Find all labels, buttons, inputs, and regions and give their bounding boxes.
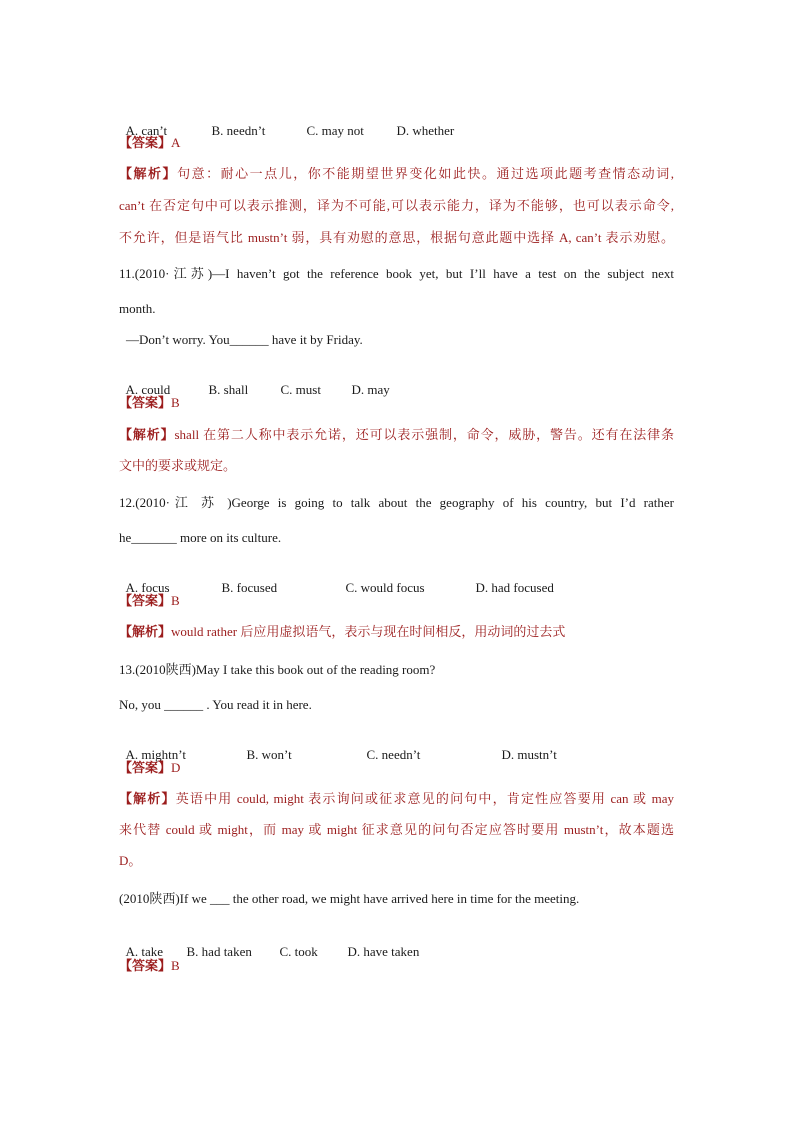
analysis-text: would rather 后应用虚拟语气，表示与现在时间相反，用动词的过去式	[171, 624, 566, 639]
answer-value: B	[171, 395, 180, 410]
q14-option-b: B. had taken	[186, 944, 252, 959]
q13-analysis-line1	[119, 790, 674, 809]
q14-answer	[119, 957, 180, 976]
answer-tag: 【答案】	[119, 136, 172, 151]
q12-option-b: B. focused	[221, 580, 278, 595]
q14-option-d: D. have taken	[347, 944, 420, 959]
q11-analysis-line1	[119, 426, 674, 445]
q12-option-d: D. had focused	[475, 580, 554, 595]
q11-option-b: B. shall	[208, 382, 249, 397]
q11-stem-line1: 11.(2010·江苏)—I haven’t got the reference book yet, but I’ll have a test on the subject next	[119, 266, 674, 281]
analysis-text: 英语中用 could, might 表示询问或征求意见的问句中，肯定性应答要用 can 或 may	[175, 791, 674, 806]
q10-answer	[119, 134, 180, 153]
q13-option-d: D. mustn’t	[501, 747, 557, 762]
q13-option-b: B. won’t	[246, 747, 292, 762]
q10-option-b: B. needn’t	[211, 123, 266, 138]
q11-stem-line3: —Don’t worry. You______ have it by Friday.	[126, 332, 363, 347]
answer-value: B	[171, 958, 180, 973]
q14-stem-line1: (2010陕西)If we ___ the other road, we might have arrived here in time for the meeting.	[119, 891, 580, 906]
q10-option-a: A. can’t	[125, 123, 168, 138]
q13-answer	[119, 759, 180, 778]
answer-value: B	[171, 593, 180, 608]
q12-stem-line1: 12.(2010·江 苏 )George is going to talk about the geography of his country, but I’d rather	[119, 495, 674, 510]
analysis-text: shall 在第二人称中表示允诺，还可以表示强制，命令，威胁，警告。还有在法律条	[174, 427, 674, 442]
q13-option-a: A. mightn’t	[125, 747, 186, 762]
q12-analysis-line1	[119, 623, 565, 642]
q11-stem-line2: month.	[119, 301, 156, 316]
analysis-tag: 【解析】	[119, 625, 172, 640]
q13-stem-line1: 13.(2010陕西)May I take this book out of the reading room?	[119, 662, 436, 677]
q14-option-a: A. take	[125, 944, 164, 959]
q10-analysis-line1	[119, 165, 674, 184]
q12-options	[119, 561, 554, 597]
q10-option-d: D. whether	[396, 123, 455, 138]
q11-answer	[119, 394, 180, 413]
q14-option-c: C. took	[279, 944, 318, 959]
q10-analysis-line3: 不允许，但是语气比 mustn’t 弱，具有劝慰的意思，根据句意此题中选择 A, can’t 表示劝慰。	[119, 230, 674, 245]
answer-tag: 【答案】	[119, 594, 172, 609]
q13-options	[119, 728, 557, 764]
q13-analysis-line3: D。	[119, 853, 142, 868]
q13-analysis-line2: 来代替 could 或 might，而 may 或 might 征求意见的问句否定应答时要用 mustn’t，故本题选	[119, 822, 674, 837]
q12-option-a: A. focus	[125, 580, 170, 595]
q13-option-c: C. needn’t	[366, 747, 421, 762]
analysis-tag: 【解析】	[119, 167, 178, 182]
q12-stem-line2: he_______ more on its culture.	[119, 530, 282, 545]
q14-options	[119, 925, 419, 961]
q11-option-c: C. must	[280, 382, 321, 397]
q11-option-d: D. may	[351, 382, 390, 397]
analysis-tag: 【解析】	[119, 428, 175, 443]
q10-analysis-line2: can’t 在否定句中可以表示推测，译为不可能,可以表示能力，译为不能够，也可以表示命令,	[119, 198, 674, 213]
answer-tag: 【答案】	[119, 761, 172, 776]
analysis-text: 句意：耐心一点儿，你不能期望世界变化如此快。通过选项此题考查情态动词,	[177, 166, 674, 181]
q13-stem-line2: No, you ______ . You read it in here.	[119, 697, 312, 712]
answer-tag: 【答案】	[119, 959, 172, 974]
q12-option-c: C. would focus	[345, 580, 425, 595]
answer-tag: 【答案】	[119, 396, 172, 411]
q11-analysis-line2: 文中的要求或规定。	[119, 458, 237, 473]
analysis-tag: 【解析】	[119, 792, 176, 807]
answer-value: D	[171, 760, 181, 775]
q11-option-a: A. could	[125, 382, 171, 397]
q10-option-c: C. may not	[306, 123, 364, 138]
answer-value: A	[171, 135, 181, 150]
q12-answer	[119, 592, 180, 611]
